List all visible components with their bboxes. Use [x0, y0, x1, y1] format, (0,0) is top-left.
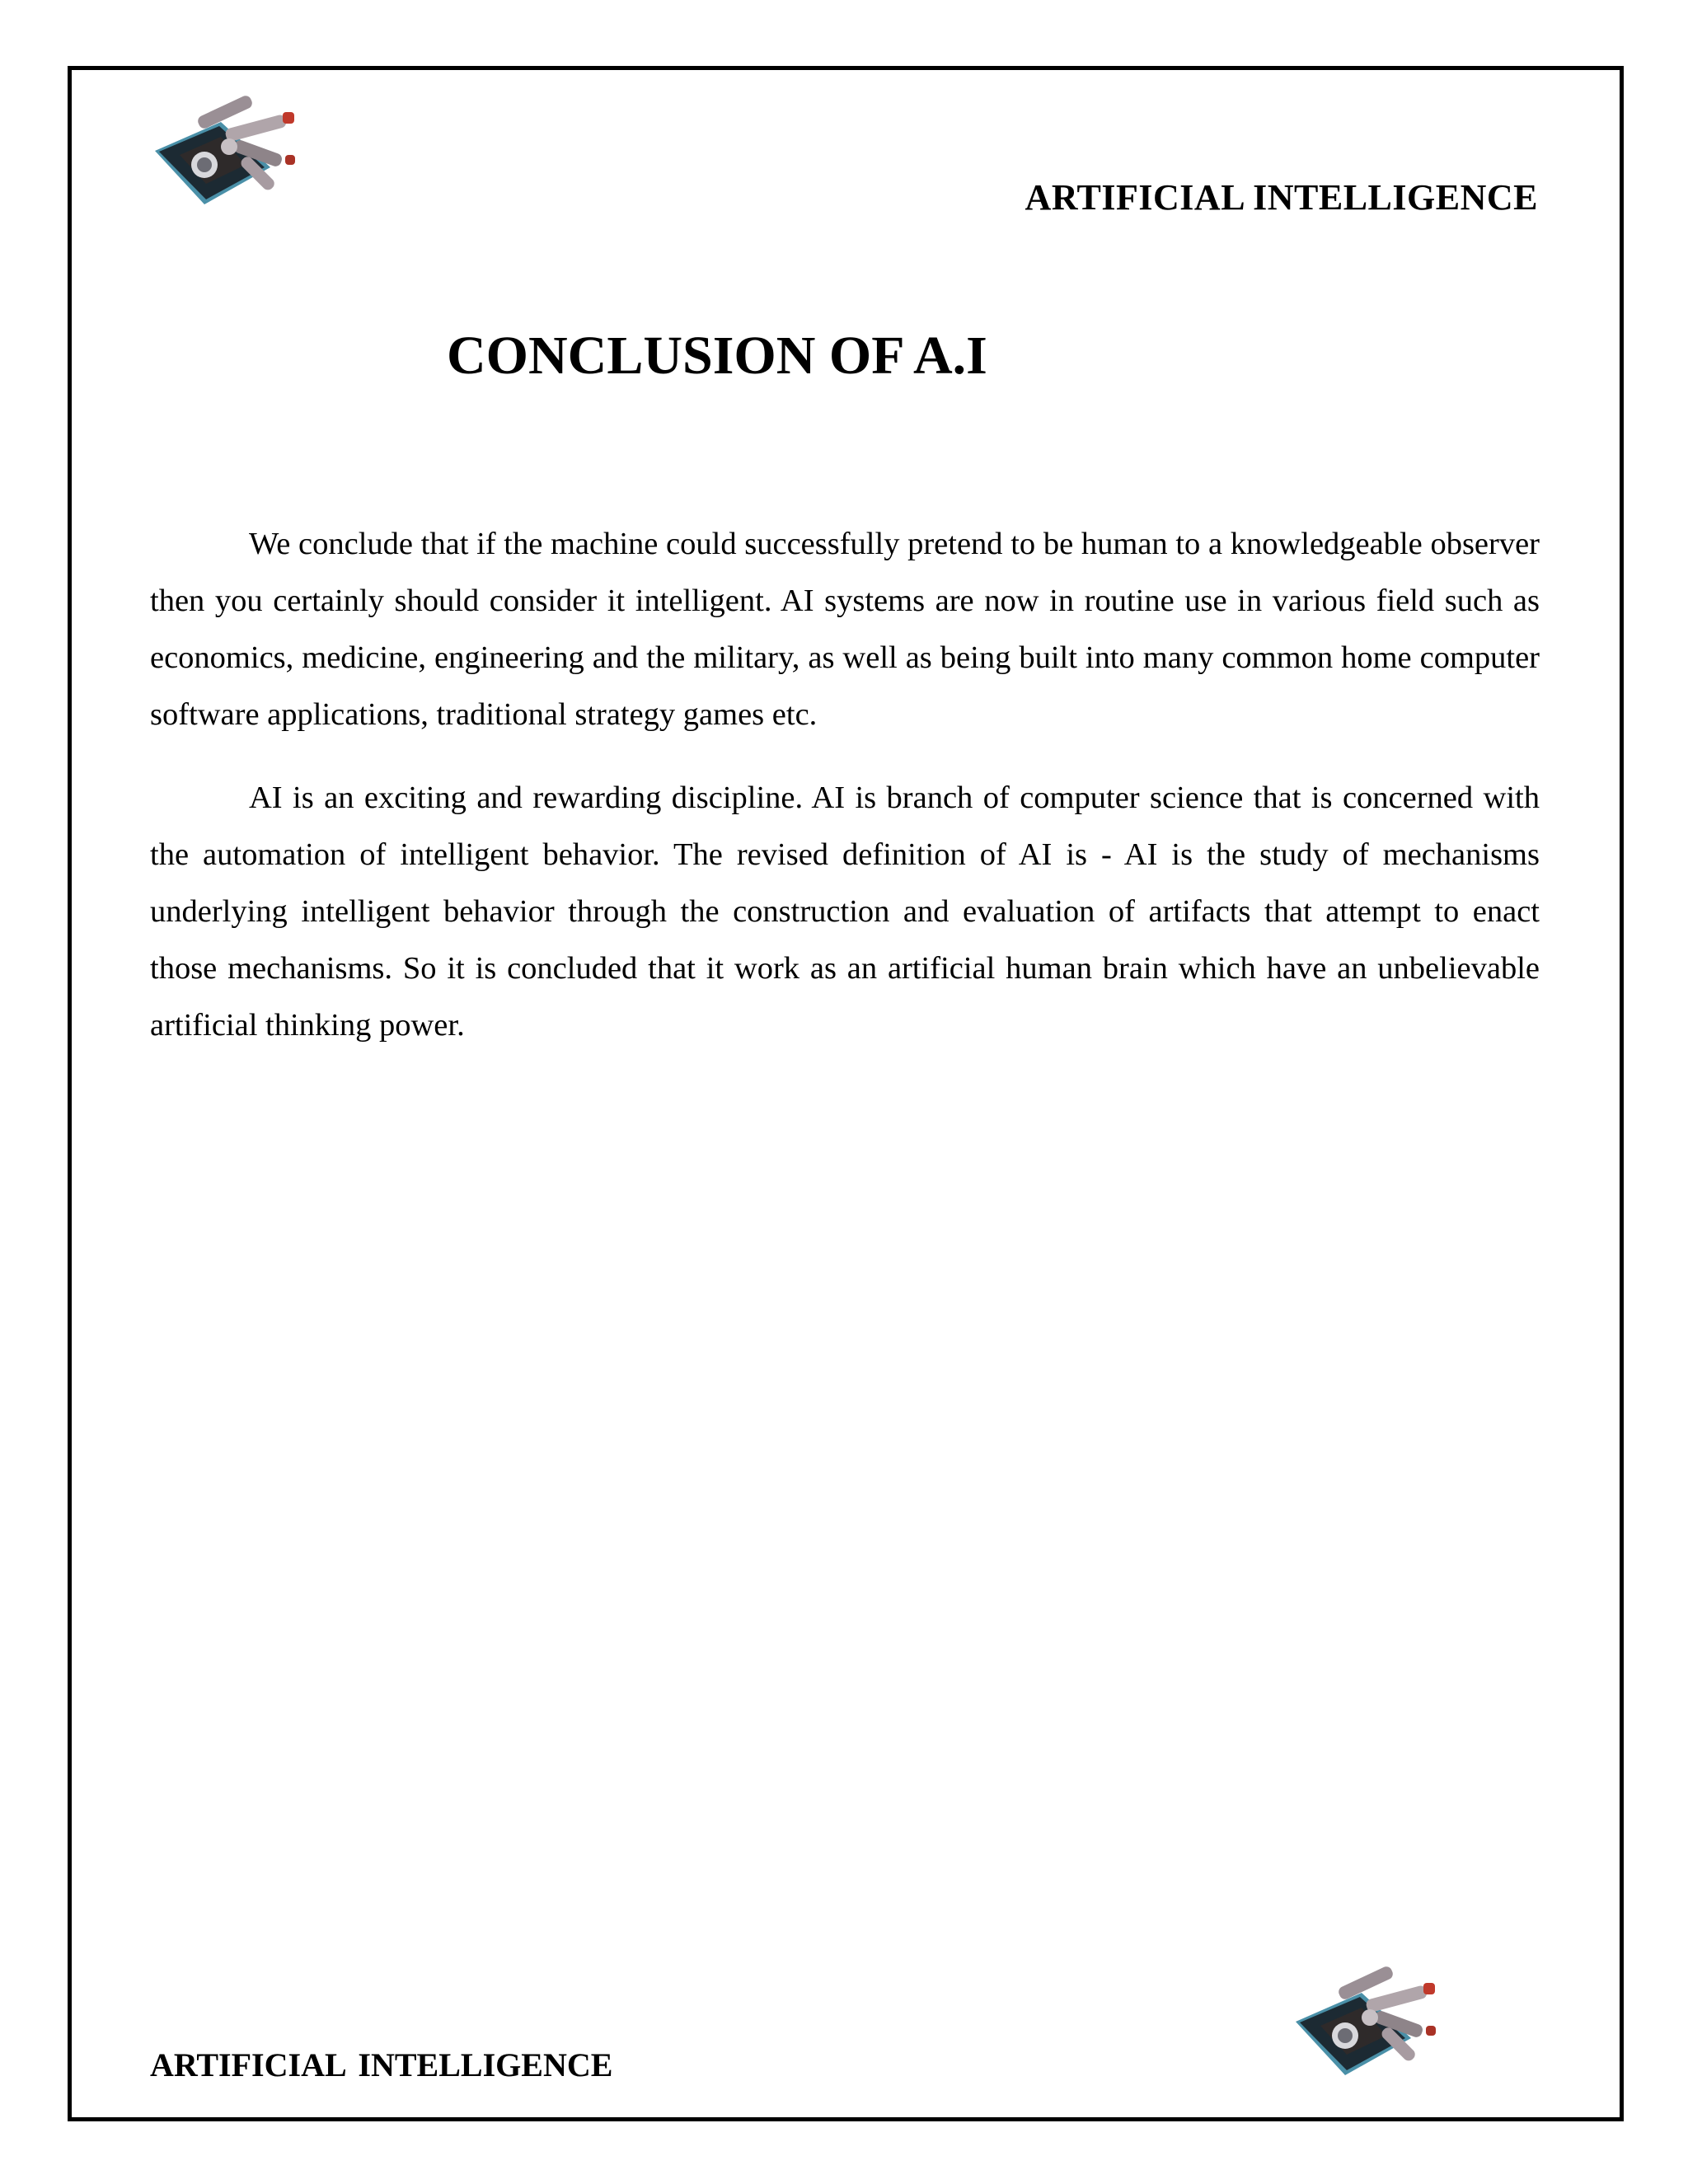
footer-title: ARTIFICIAL INTELLIGENCE	[150, 2046, 613, 2083]
robot-hand-on-chip-icon	[147, 89, 303, 221]
paragraph: We conclude that if the machine could successfully pretend to be human to a knowledgeable observer then you certainly should consider it intelligent. AI systems are now in routine use in various field such as economics, medicine, engineering and the military, as well as being built into many common home computer software applications, traditional strategy games etc.	[150, 527, 1540, 732]
body-text	[150, 516, 1540, 1080]
page-title: CONCLUSION OF A.I	[447, 326, 987, 386]
paragraph: AI is an exciting and rewarding discipline. AI is branch of computer science that is concerned with the automation of intelligent behavior. The revised definition of AI is - AI is the study of mechanisms underlying intelligent behavior through the construction and evaluation of artifacts that attempt to enact those mechanisms. So it is concluded that it work as an artificial human brain which have an unbelievable artificial thinking power.	[150, 780, 1540, 1043]
robot-hand-on-chip-icon	[1287, 1960, 1444, 2092]
header-title: ARTIFICIAL INTELLIGENCE	[1025, 177, 1538, 218]
